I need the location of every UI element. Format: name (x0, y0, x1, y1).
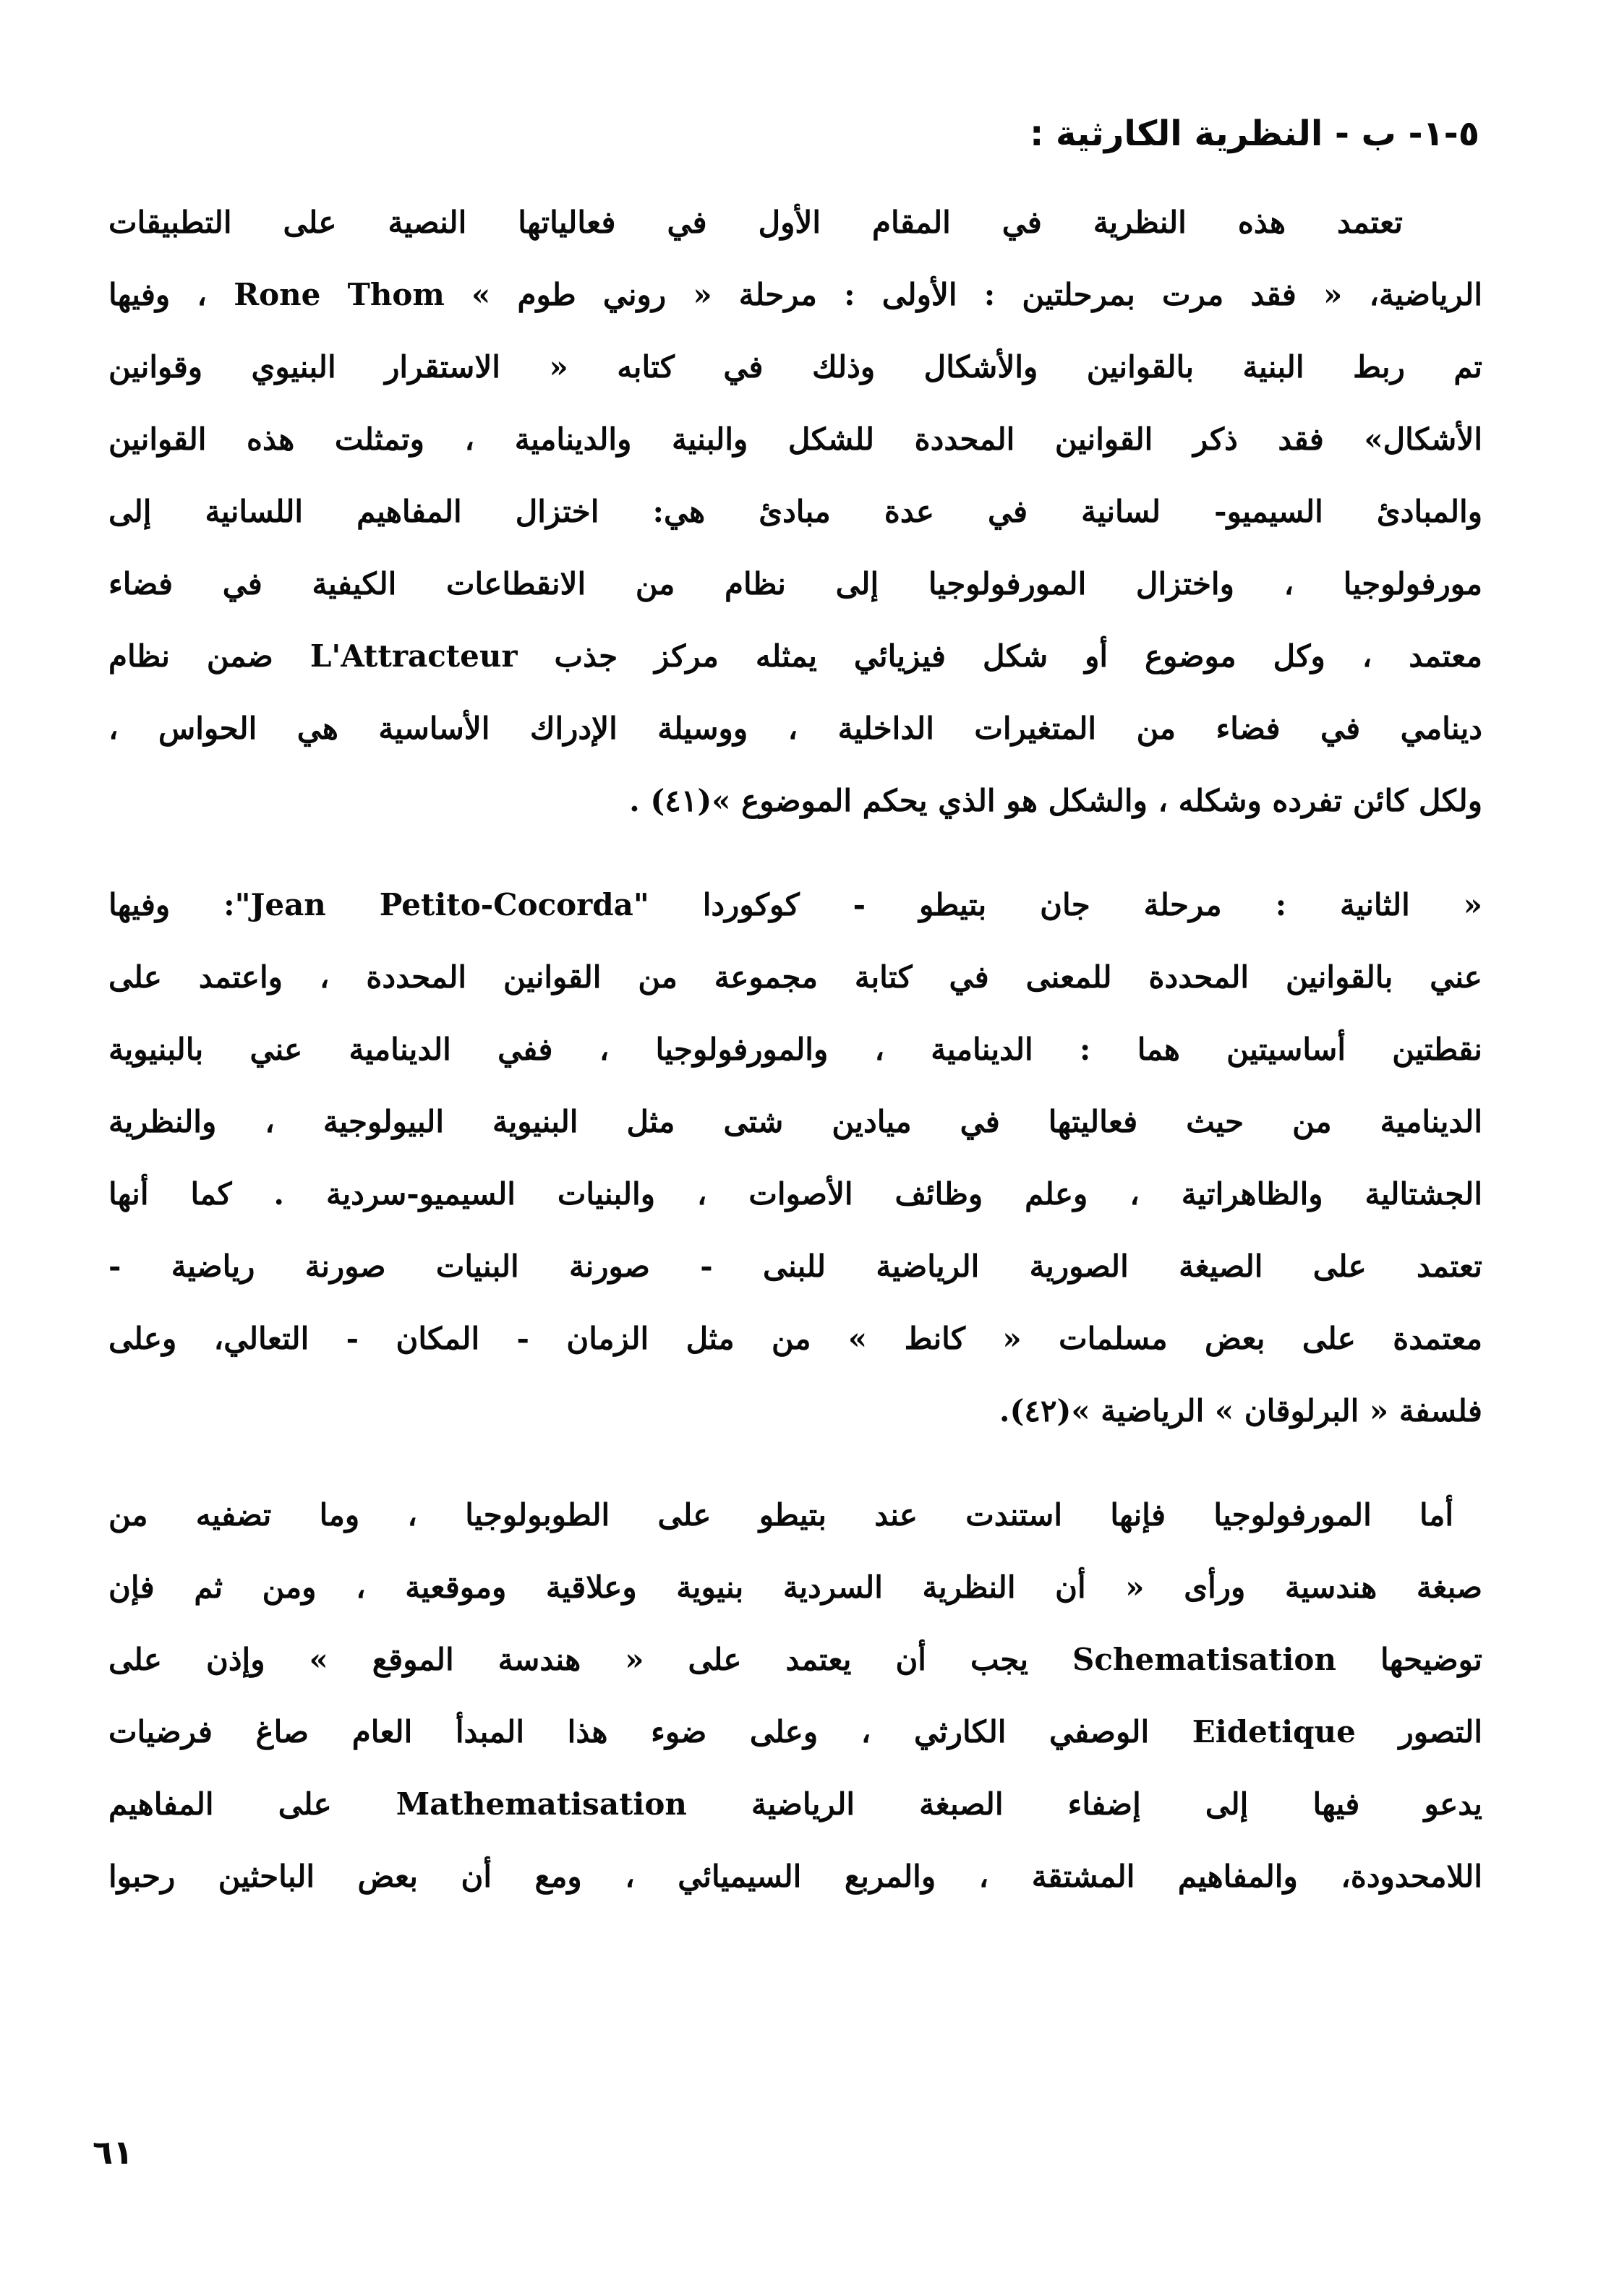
text-line: مورفولوجيا ، واختزال المورفولوجيا إلى نظام من الانقطاعات الكيفية في فضاء (108, 566, 1482, 601)
page-number: ٦١ (93, 2133, 134, 2172)
text-line: دينامي في فضاء من المتغيرات الداخلية ، ووسيلة الإدراك الأساسية هي الحواس ، (108, 711, 1482, 746)
text-line: التصور Eidetique الوصفي الكارثي ، وعلى ضوء هذا المبدأ العام صاغ فرضيات (108, 1714, 1482, 1749)
text-line: صبغة هندسية ورأى « أن النظرية السردية بنيوية وعلاقية وموقعية ، ومن ثم فإن (108, 1569, 1482, 1605)
text-line: « الثانية : مرحلة جان بتيطو - كوكوردا "Jean Petito-Cocorda": وفيها (108, 887, 1482, 922)
text-line: الأشكال» فقد ذكر القوانين المحددة للشكل والبنية والدينامية ، وتمثلت هذه القوانين (108, 421, 1482, 457)
text-line: الرياضية، « فقد مرت بمرحلتين : الأولى : مرحلة « روني طوم » Rone Thom ، وفيها (108, 277, 1482, 312)
text-line: الدينامية من حيث فعاليتها في ميادين شتى مثل البنيوية البيولوجية ، والنظرية (108, 1104, 1482, 1139)
text-line: تعتمد على الصيغة الصورية الرياضية للبنى - صورنة البنيات صورنة رياضية - (108, 1248, 1482, 1284)
text-line: ولكل كائن تفرده وشكله ، والشكل هو الذي يحكم الموضوع »(٤١) . (629, 783, 1482, 818)
section-heading: ٥-١- ب - النظرية الكارثية : (1030, 113, 1479, 154)
text-line: يدعو فيها إلى إضفاء الصبغة الرياضية Mathematisation على المفاهيم (108, 1786, 1482, 1822)
paragraph-2 (108, 869, 1482, 1447)
text-line: والمبادئ السيميو- لسانية في عدة مبادئ هي: اختزال المفاهيم اللسانية إلى (108, 494, 1482, 529)
text-line: نقطتين أساسيتين هما : الدينامية ، والمورفولوجيا ، ففي الدينامية عني بالبنيوية (108, 1032, 1482, 1067)
text-line: تعتمد هذه النظرية في المقام الأول في فعالياتها النصية على التطبيقات (108, 205, 1403, 240)
text-line: الجشتالية والظاهراتية ، وعلم وظائف الأصوات ، والبنيات السيميو-سردية . كما أنها (108, 1176, 1482, 1212)
text-line: معتمدة على بعض مسلمات « كانط » من مثل الزمان - المكان - التعالي، وعلى (108, 1321, 1482, 1356)
paragraph-1 (108, 187, 1482, 837)
text-line: معتمد ، وكل موضوع أو شكل فيزيائي يمثله مركز جذب L'Attracteur ضمن نظام (108, 638, 1482, 674)
text-line: فلسفة « البرلوقان » الرياضية »(٤٢). (999, 1393, 1482, 1428)
paragraph-3 (108, 1479, 1482, 1913)
text-line: تم ربط البنية بالقوانين والأشكال وذلك في كتابه « الاستقرار البنيوي وقوانين (108, 349, 1482, 385)
text-line: اللامحدودة، والمفاهيم المشتقة ، والمربع السيميائي ، ومع أن بعض الباحثين رحبوا (108, 1859, 1482, 1894)
text-line: توضيحها Schematisation يجب أن يعتمد على « هندسة الموقع » وإذن على (108, 1642, 1482, 1677)
text-line: عني بالقوانين المحددة للمعنى في كتابة مجموعة من القوانين المحددة ، واعتمد على (108, 959, 1482, 995)
document-page (108, 94, 1482, 2248)
text-line: أما المورفولوجيا فإنها استندت عند بتيطو على الطوبولوجيا ، وما تضفيه من (108, 1497, 1453, 1533)
